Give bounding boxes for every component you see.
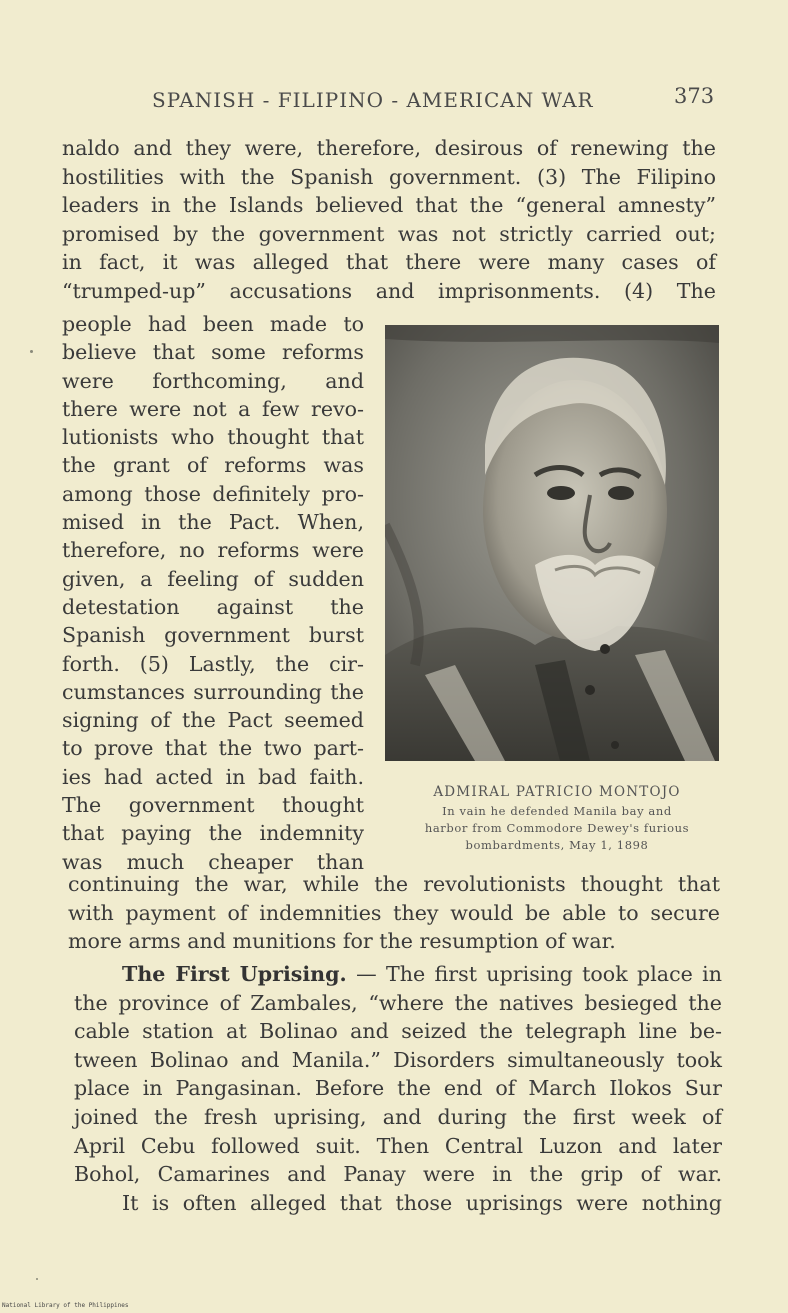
- text-line: forth. (5) Lastly, the cir-: [62, 651, 364, 676]
- page-number: 373: [674, 84, 715, 108]
- text-line: The government thought: [62, 793, 364, 818]
- paper-speck: [30, 350, 33, 353]
- text-line: “trumped-up” accusations and imprisonments. (4) The: [62, 278, 716, 303]
- text-line: among those definitely pro-: [62, 481, 364, 506]
- wrapped-text-column: [62, 310, 364, 876]
- text-line: with payment of indemnities they would be able to secure: [68, 900, 720, 925]
- text-line: tween Bolinao and Manila.” Disorders simultaneously took: [74, 1047, 722, 1072]
- top-paragraph: [62, 134, 716, 306]
- text-line: naldo and they were, therefore, desirous of renewing the: [62, 136, 716, 160]
- paper-speck: [36, 1278, 38, 1280]
- running-head: SPANISH - FILIPINO - AMERICAN WAR: [152, 88, 594, 112]
- text-line: Bohol, Camarines and Panay were in the grip of war.: [74, 1162, 722, 1187]
- next-paragraph-line: It is often alleged that those uprisings were nothing: [122, 1190, 722, 1215]
- text-line: cumstances surrounding the: [62, 679, 364, 704]
- text-line: detestation against the: [62, 594, 364, 619]
- text-line: in fact, it was alleged that there were many cases of: [62, 250, 716, 275]
- text-line: people had been made to: [62, 312, 364, 336]
- first-uprising-section: [74, 960, 722, 1217]
- text-line: ies had acted in bad faith.: [62, 764, 364, 789]
- text-line: was much cheaper than: [62, 849, 364, 874]
- text-line: lutionists who thought that: [62, 425, 364, 450]
- figure-caption: [388, 781, 726, 854]
- text-line: therefore, no reforms were: [62, 538, 364, 563]
- text-line: that paying the indemnity: [62, 821, 364, 846]
- text-line: to prove that the two part-: [62, 736, 364, 761]
- caption-line: In vain he defended Manila bay and: [442, 804, 672, 818]
- caption-title: ADMIRAL PATRICIO MONTOJO: [433, 784, 681, 800]
- text-line: believe that some reforms: [62, 340, 364, 365]
- section-first-line: [74, 960, 722, 989]
- continuation-paragraph: [68, 870, 720, 956]
- text-line: signing of the Pact seemed: [62, 708, 364, 733]
- text-line: April Cebu followed suit. Then Central Luzon and later: [74, 1133, 722, 1158]
- text-line: Spanish government burst: [62, 623, 364, 648]
- portrait-photo: [385, 325, 719, 761]
- section-heading: The First Uprising.: [122, 962, 347, 986]
- text-line: there were not a few revo-: [62, 396, 364, 421]
- portrait-illustration: [385, 325, 719, 761]
- text-line: promised by the government was not strictly carried out;: [62, 221, 716, 246]
- text-line: were forthcoming, and: [62, 368, 364, 393]
- text-line: continuing the war, while the revolutionists thought that: [68, 872, 720, 896]
- section-first-line-text: — The first uprising took place in: [346, 962, 722, 986]
- text-line: mised in the Pact. When,: [62, 510, 364, 535]
- text-line: the province of Zambales, “where the natives besieged the: [74, 990, 722, 1015]
- text-line: place in Pangasinan. Before the end of March Ilokos Sur: [74, 1076, 722, 1101]
- text-line: joined the fresh uprising, and during the first week of: [74, 1104, 722, 1129]
- text-line: given, a feeling of sudden: [62, 566, 364, 591]
- caption-line: bombardments, May 1, 1898: [465, 838, 649, 852]
- library-footer: National Library of the Philippines: [2, 1302, 129, 1309]
- text-line: leaders in the Islands believed that the “general amnesty”: [62, 193, 716, 218]
- caption-line: harbor from Commodore Dewey's furious: [424, 821, 690, 835]
- text-line: more arms and munitions for the resumption of war.: [68, 929, 616, 954]
- text-line: the grant of reforms was: [62, 453, 364, 478]
- text-line: hostilities with the Spanish government. (3) The Filipino: [62, 164, 716, 189]
- text-line: cable station at Bolinao and seized the telegraph line be-: [74, 1019, 722, 1044]
